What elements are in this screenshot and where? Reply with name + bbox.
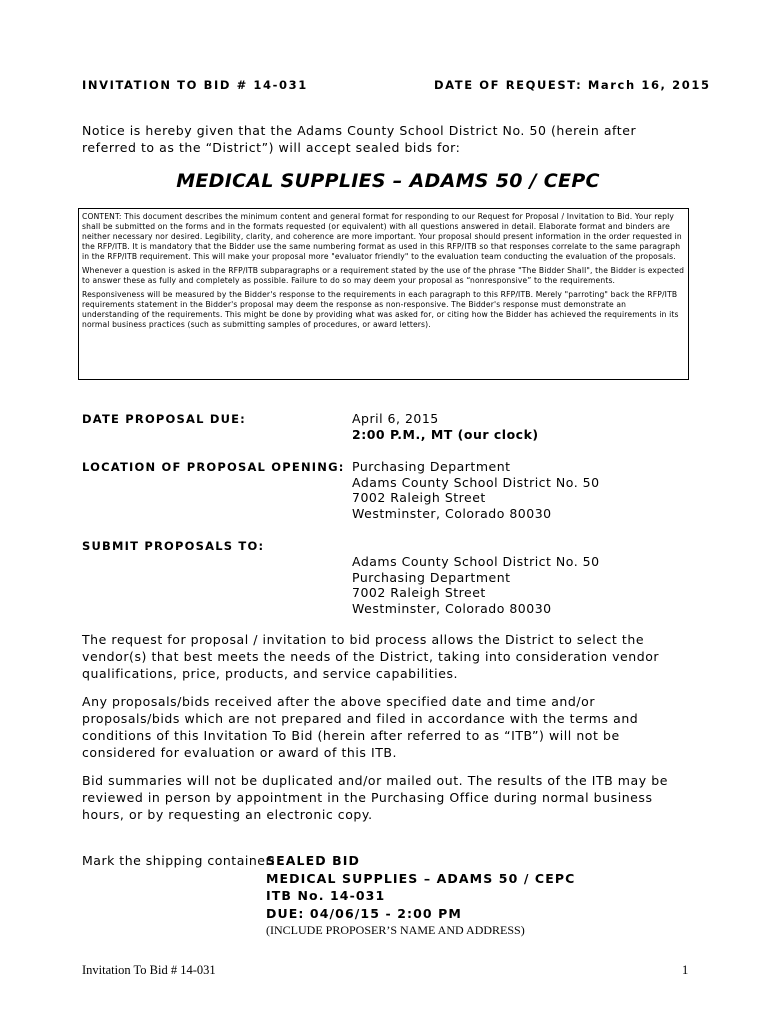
content-paragraph: Whenever a question is asked in the RFP/ITB subparagraphs or a requirement stated by the use of the phrase "The Bidder Shall", the Bidder is expected to answer these as fully and completely as possible. Failure to do so may deem your proposal as “nonresponsive” to the requirements. <box>82 266 685 285</box>
body-paragraph: Any proposals/bids received after the above specified date and time and/or proposals/bids which are not prepared and filed in accordance with the terms and conditions of this Invitation To Bid (herein after referred to as “ITB”) will not be considered for evaluation or award of this ITB. <box>82 694 639 760</box>
due-time: 2:00 P.M., MT (our clock) <box>352 426 539 442</box>
address-line: Purchasing Department <box>352 459 511 474</box>
page-number: 1 <box>682 963 689 977</box>
shipping-line: MEDICAL SUPPLIES – ADAMS 50 / CEPC <box>266 870 576 886</box>
footer-label: Invitation To Bid # 14-031 <box>82 963 216 977</box>
submit-proposals-label: SUBMIT PROPOSALS TO: <box>82 539 265 553</box>
body-paragraph: Bid summaries will not be duplicated and/or mailed out. The results of the ITB may be reviewed in person by appointment in the Purchasing Office during normal business hours, or by requesting an electronic copy. <box>82 773 668 822</box>
date-proposal-due-label: DATE PROPOSAL DUE: <box>82 412 246 426</box>
notice-paragraph: Notice is hereby given that the Adams County School District No. 50 (herein after referred to as the “District”) will accept sealed bids for: <box>82 123 637 155</box>
address-line: 7002 Raleigh Street <box>352 490 486 505</box>
content-paragraph: Responsiveness will be measured by the Bidder's response to the requirements in each paragraph to this RFP/ITB. Merely "parroting" back the RFP/ITB requirements statement in the Bidder's proposal may deem the response as non-responsive. The Bidder's response must demonstrate an understanding of the requirements. This might be done by providing what was asked for, or citing how the Bidder has achieved the requirements in its normal business practices (such as submitting samples of procedures, or award letters). <box>82 290 679 329</box>
address-line: Westminster, Colorado 80030 <box>352 505 552 521</box>
bid-number-heading: INVITATION TO BID # 14-031 <box>82 78 308 92</box>
submit-address <box>352 554 600 616</box>
content-box <box>78 208 689 380</box>
location-address <box>352 459 600 521</box>
due-date: April 6, 2015 <box>352 411 439 426</box>
address-line: Adams County School District No. 50 <box>352 474 600 490</box>
address-line: Purchasing Department <box>352 569 511 585</box>
address-line: 7002 Raleigh Street <box>352 585 486 600</box>
date-of-request: DATE OF REQUEST: March 16, 2015 <box>434 78 711 92</box>
address-line: Adams County School District No. 50 <box>352 554 600 569</box>
shipping-line: DUE: 04/06/15 - 2:00 PM <box>266 905 462 921</box>
shipping-line: SEALED BID <box>266 853 361 868</box>
due-block <box>352 411 539 442</box>
location-label: LOCATION OF PROPOSAL OPENING: <box>82 460 345 474</box>
body-paragraph: The request for proposal / invitation to bid process allows the District to select the vendor(s) that best meets the needs of the District, taking into consideration vendor qualifications, price, products, and service capabilities. <box>82 632 660 681</box>
shipping-label: Mark the shipping container: <box>82 853 276 868</box>
content-paragraph: CONTENT: This document describes the minimum content and general format for responding to our Request for Proposal / Invitation to Bid. Your reply shall be submitted on the forms and in the formats requested (or equivalent) with all questions answered in detail. Elaborate format and binders are neither necessary nor desired. Legibility, clarity, and coherence are more important. Your proposal should present information in the order requested in the RFP/ITB. It is mandatory that the Bidder use the same numbering format as used in this RFP/ITB so that responses correlate to the same paragraph in the RFP/ITB requirement. This will make your proposal more "evaluator friendly" to the evaluation team conducting the evaluation of the proposals. <box>82 212 682 261</box>
shipping-note: (INCLUDE PROPOSER’S NAME AND ADDRESS) <box>266 923 525 937</box>
shipping-block <box>266 852 575 940</box>
shipping-line: ITB No. 14-031 <box>266 888 386 903</box>
address-line: Westminster, Colorado 80030 <box>352 600 552 616</box>
document-title: MEDICAL SUPPLIES – ADAMS 50 / CEPC <box>176 170 600 192</box>
